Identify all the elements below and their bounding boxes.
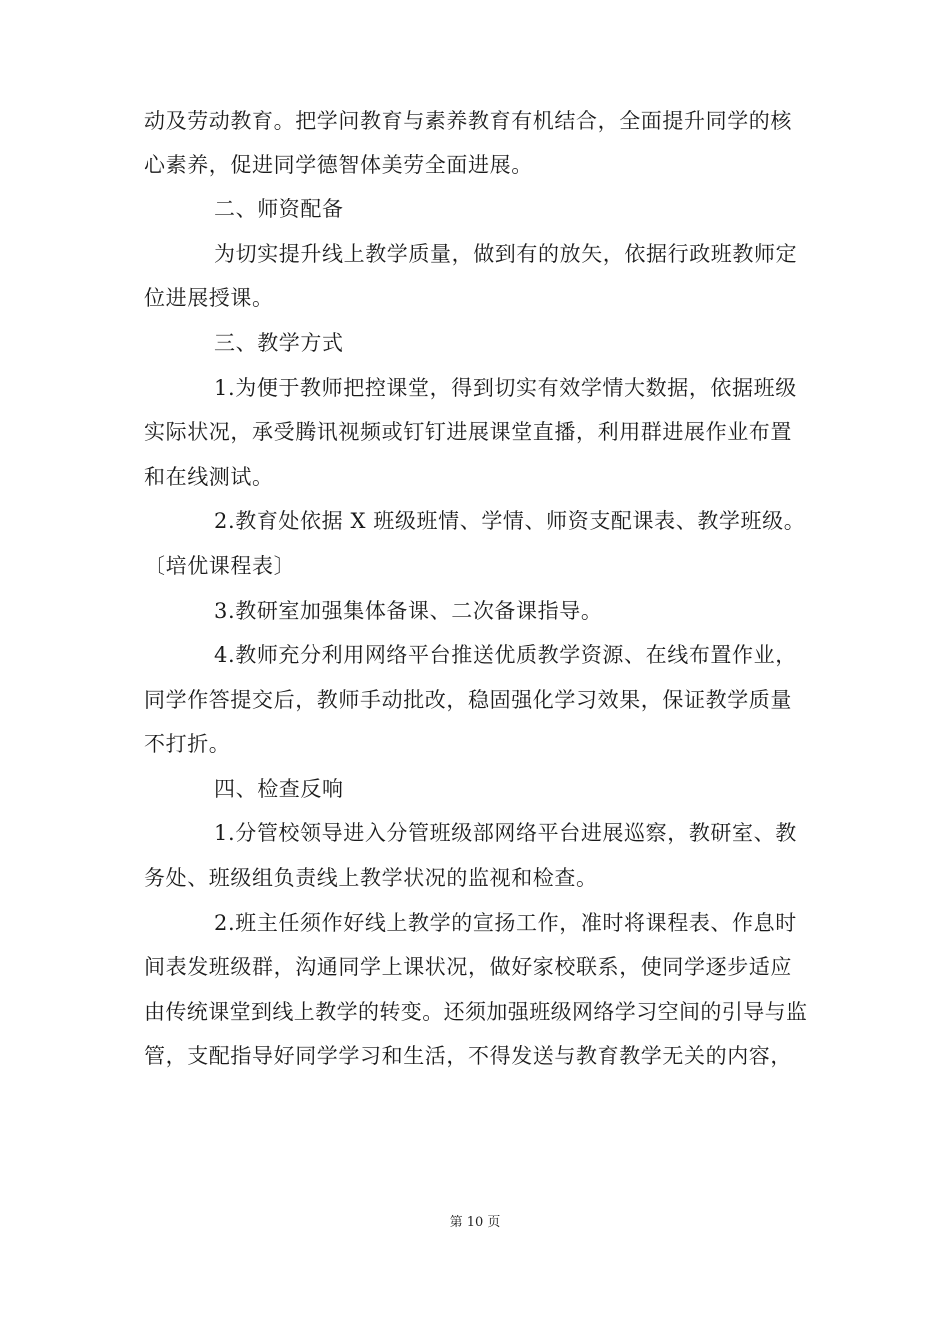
section-heading: 四、检查反响 [214,777,344,801]
paragraph-line: 1.分管校领导进入分管班级部网络平台进展巡察，教研室、教 [214,821,797,845]
paragraph-line: 动及劳动教育。把学问教育与素养教育有机结合，全面提升同学的核 [144,109,792,133]
paragraph-line: 由传统课堂到线上教学的转变。还须加强班级网络学习空间的引导与监 [144,1000,808,1024]
paragraph-line: 不打折。 [144,732,231,756]
section-heading: 二、师资配备 [214,197,344,221]
paragraph-line: 同学作答提交后，教师手动批改，稳固强化学习效果，保证教学质量 [144,688,792,712]
paragraph-line: 2.教育处依据 X 班级班情、学情、师资支配课表、教学班级。 [214,509,806,533]
paragraph-line: 1.为便于教师把控课堂，得到切实有效学情大数据，依据班级 [214,376,797,400]
paragraph-line: 4.教师充分利用网络平台推送优质教学资源、在线布置作业， [214,643,797,667]
paragraph-line: 位进展授课。 [144,286,274,310]
paragraph-line: 〔培优课程表〕 [144,554,296,578]
paragraph-line: 和在线测试。 [144,465,274,489]
paragraph-line: 务处、班级组负责线上教学状况的监视和检查。 [144,866,598,890]
page-number: 第 10 页 [449,1215,501,1230]
paragraph-line: 间表发班级群，沟通同学上课状况，做好家校联系，使同学逐步适应 [144,955,792,979]
paragraph-line: 3.教研室加强集体备课、二次备课指导。 [214,599,603,623]
paragraph-line: 为切实提升线上教学质量，做到有的放矢，依据行政班教师定 [214,242,798,266]
paragraph-line: 管，支配指导好同学学习和生活，不得发送与教育教学无关的内容， [144,1044,792,1068]
paragraph-line: 实际状况，承受腾讯视频或钉钉进展课堂直播，利用群进展作业布置 [144,420,792,444]
section-heading: 三、教学方式 [214,331,344,355]
paragraph-line: 心素养，促进同学德智体美劳全面进展。 [144,153,533,177]
paragraph-line: 2.班主任须作好线上教学的宣扬工作，准时将课程表、作息时 [214,911,797,935]
